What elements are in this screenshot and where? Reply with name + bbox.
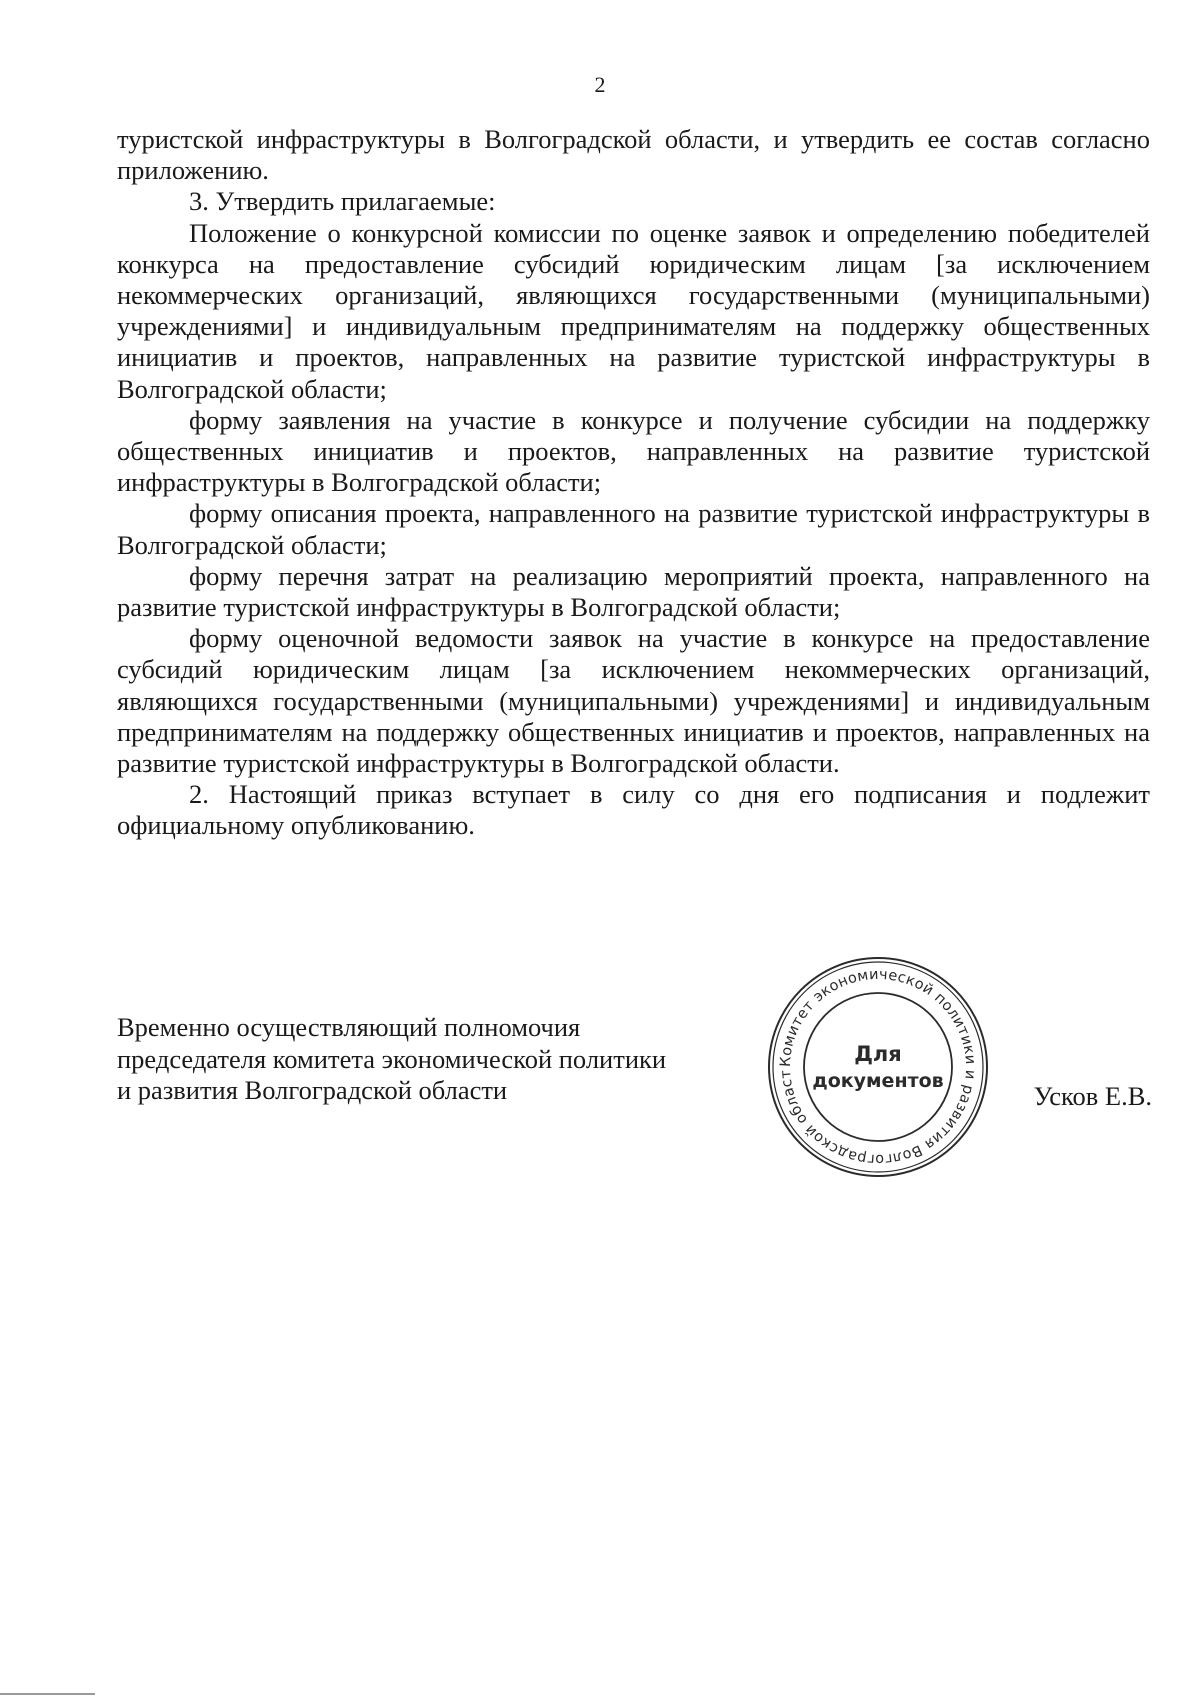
paragraph: 2. Настоящий приказ вступает в силу со дня его подписания и подлежит официальному опубликованию. xyxy=(117,779,1150,841)
paragraph: форму оценочной ведомости заявок на участие в конкурсе на предоставление субсидий юридическим лицам [за исключением некоммерческих организаций, являющихся государственными (муниципальными) учреждениями] и индивидуальным предпринимателям на поддержку общественных инициатив и проектов, направленных на развитие туристской инфраструктуры в Волгоградской области. xyxy=(117,623,1150,779)
page-number: 2 xyxy=(594,72,606,97)
signature-title-line: и развития Волгоградской области xyxy=(117,1075,508,1105)
scan-edge-mark xyxy=(0,1693,95,1695)
paragraph: Положение о конкурсной комиссии по оценке заявок и определению победителей конкурса на предоставление субсидий юридическим лицам [за исключением некоммерческих организаций, являющихся государственными (муниципальными) учреждениями] и индивидуальным предпринимателям на поддержку общественных инициатив и проектов, направленных на развитие туристской инфраструктуры в Волгоградской области; xyxy=(117,217,1150,404)
signatory-name: Усков Е.В. xyxy=(1033,1081,1152,1111)
signature-title xyxy=(117,1012,757,1107)
paragraph: форму заявления на участие в конкурсе и получение субсидии на поддержку общественных инициатив и проектов, направленных на развитие туристской инфраструктуры в Волгоградской области; xyxy=(117,404,1150,498)
official-stamp xyxy=(758,947,998,1187)
paragraph: форму описания проекта, направленного на развитие туристской инфраструктуры в Волгоградской области; xyxy=(117,498,1150,560)
document-body xyxy=(117,124,1150,842)
stamp-center-text: документов xyxy=(812,1070,944,1092)
paragraph: форму перечня затрат на реализацию мероприятий проекта, направленного на развитие туристской инфраструктуры в Волгоградской области; xyxy=(117,560,1150,623)
stamp-center-text: Для xyxy=(854,1042,902,1066)
paragraph: 3. Утвердить прилагаемые: xyxy=(189,186,496,217)
stamp-seal-icon xyxy=(758,947,998,1187)
stamp-ring-text: Комитет экономической политики и развития Волгоградской област xyxy=(777,966,979,1168)
paragraph: туристской инфраструктуры в Волгоградской области, и утвердить ее состав согласно приложению. xyxy=(117,124,1150,186)
signature-title-line: Временно осуществляющий полномочия xyxy=(117,1012,581,1042)
signature-title-line: председателя комитета экономической политики xyxy=(117,1043,667,1074)
